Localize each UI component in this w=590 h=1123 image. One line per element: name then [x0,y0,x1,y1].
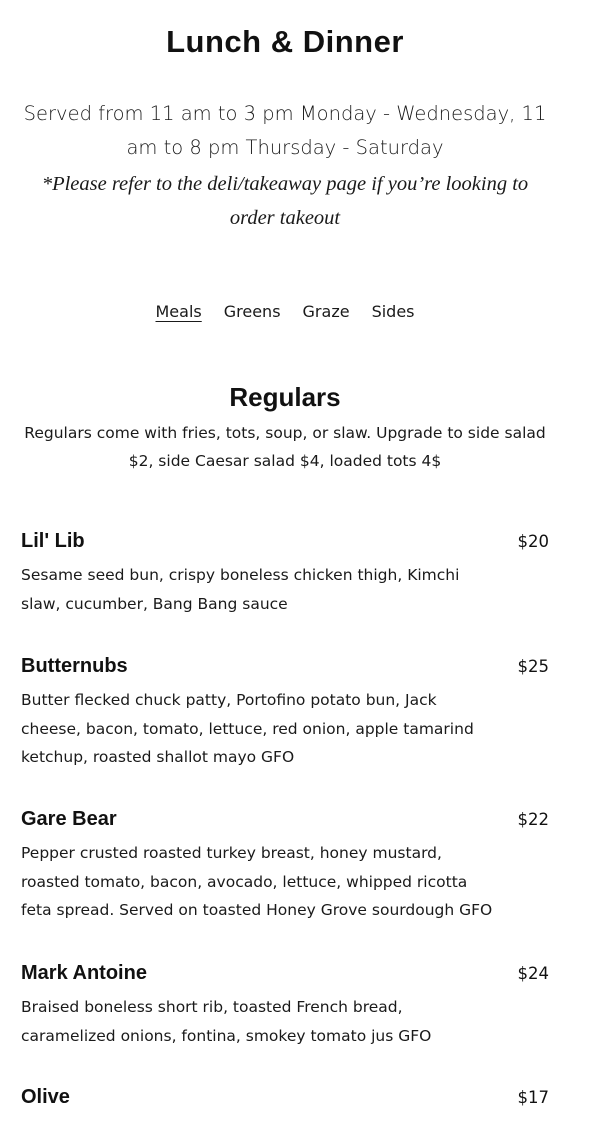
menu-item-description: Butter flecked chuck patty, Portofino potato bun, Jack cheese, bacon, tomato, lettuce, red onion, apple tamarind ketchup, roasted shallot mayo GFO [21,691,474,766]
menu-item-price: $20 [517,532,549,551]
tab-graze[interactable]: Graze [302,302,350,321]
section-title: Regulars [229,382,341,412]
service-hours: Served from 11 am to 3 pm Monday - Wednesday, 11 am to 8 pm Thursday - Saturday [23,102,547,159]
menu-item-name: Mark Antoine [21,962,147,984]
menu-item-name: Butternubs [21,655,128,677]
page-title: Lunch & Dinner [166,24,404,59]
menu-item-description: Sesame seed bun, crispy boneless chicken thigh, Kimchi slaw, cucumber, Bang Bang sauce [21,566,460,613]
menu-item-description: Pepper crusted roasted turkey breast, honey mustard, roasted tomato, bacon, avocado, lettuce, whipped ricotta feta spread. Served on toasted Honey Grove sourdough GFO [21,844,493,919]
menu-item-price: $17 [517,1088,549,1107]
menu-item-name: Olive [21,1086,70,1108]
tab-sides[interactable]: Sides [371,302,415,321]
takeout-note: *Please refer to the deli/takeaway page if you’re looking to order takeout [41,173,529,229]
tab-greens[interactable]: Greens [223,302,281,321]
menu-item-description: Braised boneless short rib, toasted French bread, caramelized onions, fontina, smokey tomato jus GFO [21,998,432,1045]
menu-item-name: Lil' Lib [21,530,85,552]
menu-item-price: $25 [517,657,549,676]
menu-tabs [0,302,570,321]
section-description: Regulars come with fries, tots, soup, or slaw. Upgrade to side salad $2, side Caesar salad $4, loaded tots 4$ [24,424,546,470]
menu-item-price: $22 [517,810,549,829]
tab-meals[interactable]: Meals [155,302,202,321]
menu-item-price: $24 [517,964,549,983]
menu-item-name: Gare Bear [21,808,117,830]
